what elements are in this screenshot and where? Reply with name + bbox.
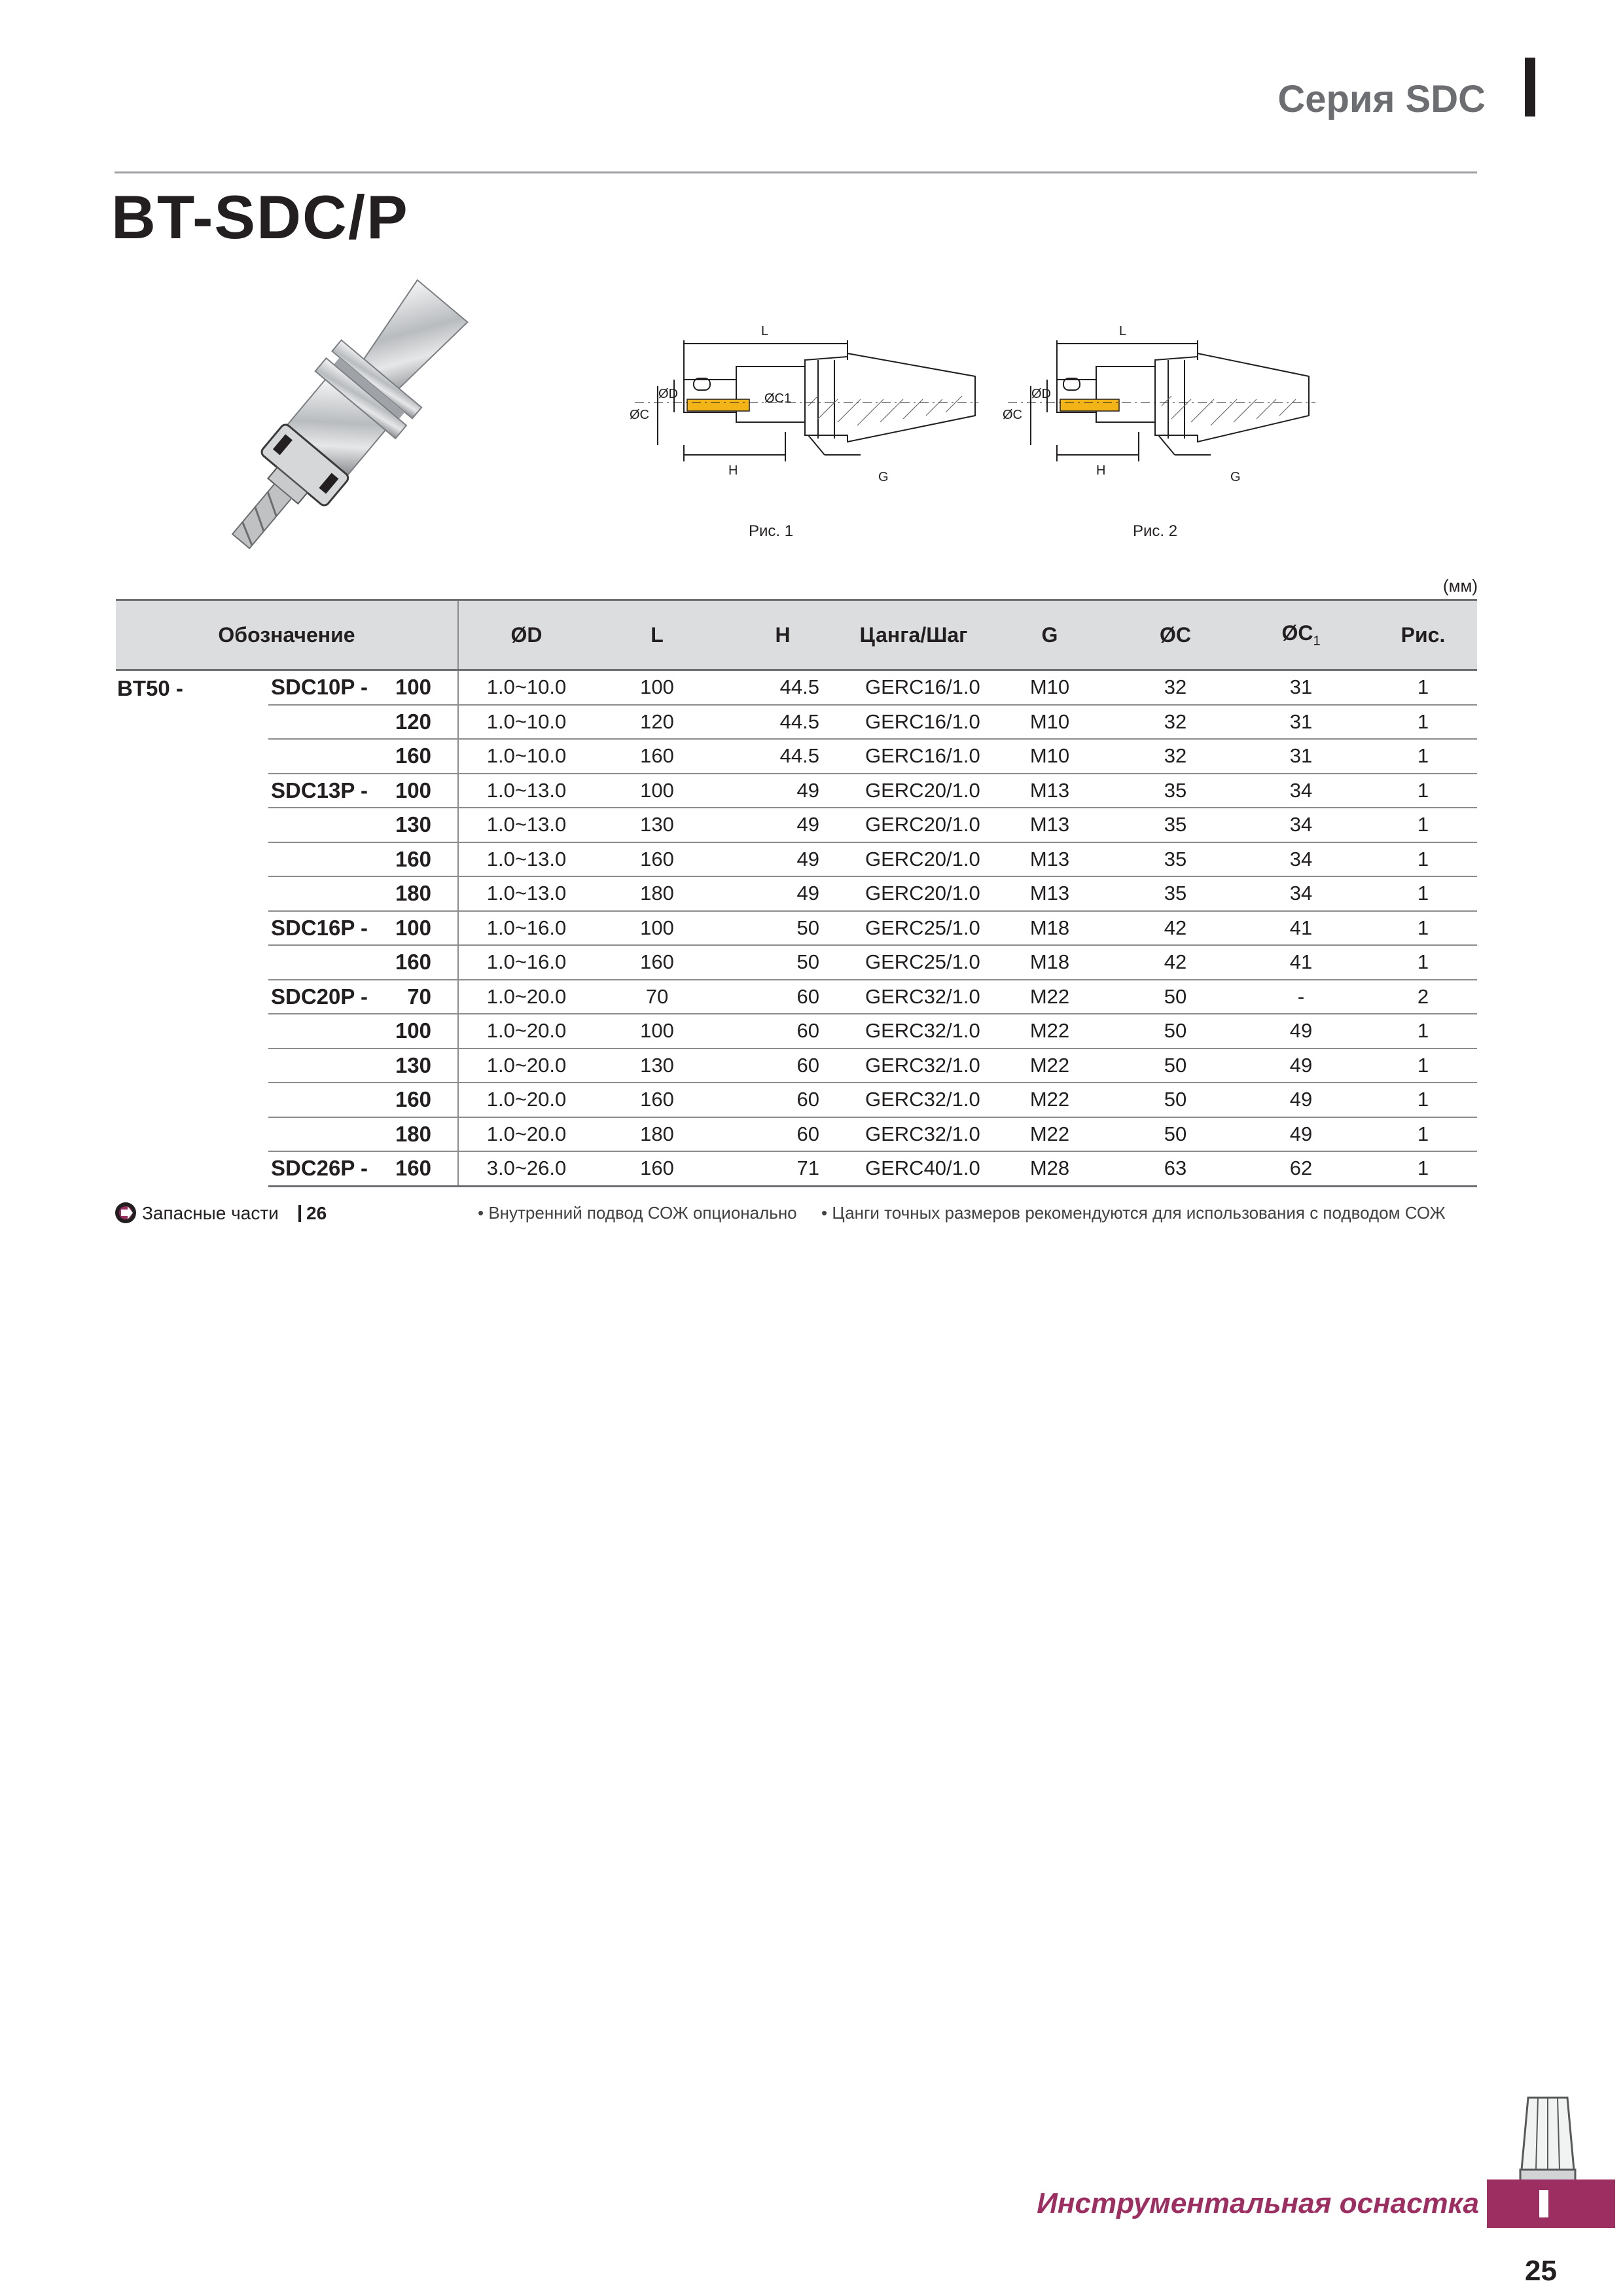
section-marker-bar	[1525, 58, 1535, 117]
figure-ref-cell: 1	[1369, 774, 1477, 808]
collet-cell: GERC32/1.0	[846, 1083, 982, 1117]
length-l-cell: 160	[594, 1083, 720, 1117]
length-cell: 160	[380, 1151, 458, 1186]
length-cell: 120	[380, 705, 458, 740]
dim-l-label: L	[761, 324, 769, 338]
table-row	[116, 670, 1477, 705]
model-cell: SDC16P -	[268, 911, 380, 946]
model-cell	[268, 1117, 380, 1152]
table-row	[116, 808, 1477, 842]
figure-ref-cell: 1	[1369, 739, 1477, 774]
collet-cell: GERC32/1.0	[846, 1049, 982, 1083]
note-collets: • Цанги точных размеров рекомендуются для использования с подводом СОЖ	[821, 1203, 1446, 1223]
table-row	[116, 1049, 1477, 1083]
length-l-cell: 160	[594, 842, 720, 877]
model-cell	[268, 739, 380, 774]
figure-ref-cell: 1	[1369, 1049, 1477, 1083]
collet-cell: GERC20/1.0	[846, 774, 982, 808]
collet-cell: GERC20/1.0	[846, 808, 982, 842]
header-g: G	[982, 600, 1118, 670]
figure-ref-cell: 1	[1369, 1014, 1477, 1049]
diameter-c-cell: 35	[1118, 808, 1233, 842]
diameter-c1-cell: 49	[1233, 1117, 1369, 1152]
diameter-c-cell: 32	[1118, 670, 1233, 705]
length-l-cell: 120	[594, 705, 720, 740]
collet-cell: GERC16/1.0	[846, 670, 982, 705]
collet-cell: GERC32/1.0	[846, 1014, 982, 1049]
length-l-cell: 180	[594, 876, 720, 911]
series-title: Серия SDC	[1277, 78, 1486, 120]
diameter-c1-cell: -	[1233, 980, 1369, 1014]
length-cell: 100	[380, 774, 458, 808]
height-h-cell: 44.5	[720, 670, 846, 705]
tool-holder-photo	[170, 262, 517, 576]
thread-g-cell: M18	[982, 911, 1118, 946]
thread-g-cell: M13	[982, 842, 1118, 877]
table-row	[116, 1117, 1477, 1152]
table-row	[116, 980, 1477, 1014]
figure-ref-cell: 2	[1369, 980, 1477, 1014]
model-cell	[268, 1049, 380, 1083]
height-h-cell: 50	[720, 945, 846, 980]
specification-table	[116, 599, 1477, 1187]
table-row	[116, 911, 1477, 946]
dim-l-label: L	[1119, 324, 1127, 338]
model-cell	[268, 842, 380, 877]
dim-oc1-label: ØC1	[764, 391, 792, 406]
diameter-c-cell: 50	[1118, 980, 1233, 1014]
figure-ref-cell: 1	[1369, 670, 1477, 705]
thread-g-cell: M13	[982, 808, 1118, 842]
model-cell: SDC10P -	[268, 670, 380, 705]
diameter-range-cell: 1.0~13.0	[458, 808, 594, 842]
diameter-range-cell: 1.0~20.0	[458, 1117, 594, 1152]
height-h-cell: 44.5	[720, 705, 846, 740]
technical-drawing-fig1	[622, 314, 988, 497]
collet-icon	[1508, 2091, 1587, 2189]
length-cell: 100	[380, 911, 458, 946]
model-cell	[268, 705, 380, 740]
model-cell: SDC20P -	[268, 980, 380, 1014]
header-c1-main: ØC	[1281, 620, 1313, 645]
dim-od-label: ØD	[658, 387, 678, 401]
diameter-c1-cell: 31	[1233, 670, 1369, 705]
model-cell	[268, 1014, 380, 1049]
collet-cell: GERC16/1.0	[846, 705, 982, 740]
dim-oc-label: ØC	[1003, 408, 1022, 422]
thread-g-cell: M13	[982, 876, 1118, 911]
thread-g-cell: M10	[982, 739, 1118, 774]
diameter-c-cell: 42	[1118, 911, 1233, 946]
diameter-c-cell: 35	[1118, 876, 1233, 911]
table-header-row	[116, 600, 1477, 670]
height-h-cell: 60	[720, 1117, 846, 1152]
diameter-c-cell: 35	[1118, 774, 1233, 808]
thread-g-cell: M22	[982, 1117, 1118, 1152]
table-row	[116, 739, 1477, 774]
diameter-c-cell: 35	[1118, 842, 1233, 877]
length-l-cell: 130	[594, 808, 720, 842]
diameter-c-cell: 63	[1118, 1151, 1233, 1186]
collet-cell: GERC20/1.0	[846, 876, 982, 911]
length-l-cell: 130	[594, 1049, 720, 1083]
header-d: ØD	[458, 600, 594, 670]
diameter-c1-cell: 31	[1233, 705, 1369, 740]
model-cell	[268, 945, 380, 980]
length-l-cell: 160	[594, 1151, 720, 1186]
figure-ref-cell: 1	[1369, 842, 1477, 877]
thread-g-cell: M10	[982, 705, 1118, 740]
diameter-range-cell: 1.0~16.0	[458, 911, 594, 946]
header-c1-sub: 1	[1313, 634, 1321, 649]
height-h-cell: 60	[720, 980, 846, 1014]
technical-drawing-fig2	[995, 314, 1322, 497]
header-c1	[1233, 600, 1369, 670]
model-cell	[268, 1083, 380, 1117]
length-l-cell: 180	[594, 1117, 720, 1152]
diameter-range-cell: 1.0~20.0	[458, 1083, 594, 1117]
collet-cell: GERC40/1.0	[846, 1151, 982, 1186]
length-cell: 160	[380, 842, 458, 877]
height-h-cell: 44.5	[720, 739, 846, 774]
diameter-c-cell: 50	[1118, 1049, 1233, 1083]
diameter-c1-cell: 49	[1233, 1083, 1369, 1117]
footer-section-caption: Инструментальная оснастка	[1037, 2187, 1479, 2219]
collet-cell: GERC20/1.0	[846, 842, 982, 877]
thread-g-cell: M22	[982, 1014, 1118, 1049]
figure-ref-cell: 1	[1369, 808, 1477, 842]
footer-section-tab	[1487, 2179, 1615, 2228]
diameter-c1-cell: 49	[1233, 1014, 1369, 1049]
collet-cell: GERC16/1.0	[846, 739, 982, 774]
dim-g-label: G	[878, 470, 889, 484]
height-h-cell: 49	[720, 774, 846, 808]
thread-g-cell: M18	[982, 945, 1118, 980]
diameter-range-cell: 1.0~10.0	[458, 705, 594, 740]
diameter-range-cell: 1.0~20.0	[458, 980, 594, 1014]
arrow-circle-icon	[115, 1202, 137, 1224]
model-cell	[268, 808, 380, 842]
series-cell: BT50 -	[117, 676, 183, 700]
length-cell: 100	[380, 1014, 458, 1049]
dim-g-label: G	[1230, 470, 1241, 484]
figure-ref-cell: 1	[1369, 1117, 1477, 1152]
diameter-c1-cell: 34	[1233, 842, 1369, 877]
length-l-cell: 70	[594, 980, 720, 1014]
table-row	[116, 1151, 1477, 1186]
thread-g-cell: M22	[982, 980, 1118, 1014]
diameter-c1-cell: 41	[1233, 911, 1369, 946]
unit-label: (мм)	[1442, 576, 1478, 596]
header-designation: Обозначение	[116, 600, 458, 670]
figure-2-caption: Рис. 2	[1132, 522, 1178, 540]
diameter-c1-cell: 34	[1233, 876, 1369, 911]
product-title: BT-SDC/P	[111, 183, 409, 251]
diameter-c1-cell: 34	[1233, 808, 1369, 842]
header-fig: Рис.	[1369, 600, 1477, 670]
diameter-range-cell: 1.0~10.0	[458, 739, 594, 774]
height-h-cell: 71	[720, 1151, 846, 1186]
diameter-range-cell: 1.0~13.0	[458, 876, 594, 911]
table-row	[116, 876, 1477, 911]
diameter-range-cell: 1.0~20.0	[458, 1049, 594, 1083]
figure-1-caption: Рис. 1	[748, 522, 794, 540]
length-cell: 130	[380, 1049, 458, 1083]
diameter-range-cell: 1.0~13.0	[458, 774, 594, 808]
header-l: L	[594, 600, 720, 670]
table-row	[116, 705, 1477, 740]
height-h-cell: 50	[720, 911, 846, 946]
header-h: H	[720, 600, 846, 670]
height-h-cell: 49	[720, 876, 846, 911]
diameter-c1-cell: 34	[1233, 774, 1369, 808]
length-l-cell: 160	[594, 739, 720, 774]
diameter-c1-cell: 31	[1233, 739, 1369, 774]
table-row	[116, 774, 1477, 808]
diameter-c-cell: 32	[1118, 739, 1233, 774]
diameter-range-cell: 1.0~16.0	[458, 945, 594, 980]
length-cell: 160	[380, 1083, 458, 1117]
diameter-c-cell: 42	[1118, 945, 1233, 980]
header-c: ØC	[1118, 600, 1233, 670]
length-cell: 130	[380, 808, 458, 842]
length-cell: 160	[380, 945, 458, 980]
note-coolant: • Внутренний подвод СОЖ опционально	[478, 1203, 797, 1223]
collet-cell: GERC25/1.0	[846, 911, 982, 946]
spare-parts-link[interactable]: Запасные части	[142, 1203, 279, 1223]
length-l-cell: 160	[594, 945, 720, 980]
header-collet: Цанга/Шаг	[846, 600, 982, 670]
figure-ref-cell: 1	[1369, 911, 1477, 946]
footer-section-tab-marker	[1539, 2190, 1548, 2217]
model-cell	[268, 876, 380, 911]
height-h-cell: 60	[720, 1049, 846, 1083]
spare-parts-page-ref[interactable]: 26	[306, 1203, 327, 1223]
length-l-cell: 100	[594, 670, 720, 705]
length-l-cell: 100	[594, 911, 720, 946]
diameter-c1-cell: 49	[1233, 1049, 1369, 1083]
collet-cell: GERC32/1.0	[846, 1117, 982, 1152]
diameter-range-cell: 1.0~13.0	[458, 842, 594, 877]
length-cell: 180	[380, 1117, 458, 1152]
collet-cell: GERC32/1.0	[846, 980, 982, 1014]
height-h-cell: 60	[720, 1083, 846, 1117]
diameter-range-cell: 1.0~10.0	[458, 670, 594, 705]
diameter-c-cell: 50	[1118, 1083, 1233, 1117]
table-row	[116, 1014, 1477, 1049]
length-cell: 70	[380, 980, 458, 1014]
collet-cell: GERC25/1.0	[846, 945, 982, 980]
dim-h-label: H	[1096, 463, 1106, 478]
table-body	[116, 670, 1477, 1187]
figure-ref-cell: 1	[1369, 1151, 1477, 1186]
header-divider	[115, 171, 1477, 173]
dim-od-label: ØD	[1031, 387, 1051, 401]
height-h-cell: 49	[720, 808, 846, 842]
table-row	[116, 1083, 1477, 1117]
table-row	[116, 842, 1477, 877]
diameter-c1-cell: 41	[1233, 945, 1369, 980]
length-cell: 160	[380, 739, 458, 774]
model-cell: SDC26P -	[268, 1151, 380, 1186]
thread-g-cell: M10	[982, 670, 1118, 705]
length-l-cell: 100	[594, 1014, 720, 1049]
dim-oc-label: ØC	[630, 408, 649, 422]
dim-h-label: H	[728, 463, 738, 478]
diameter-range-cell: 3.0~26.0	[458, 1151, 594, 1186]
thread-g-cell: M28	[982, 1151, 1118, 1186]
length-cell: 180	[380, 876, 458, 911]
diameter-c1-cell: 62	[1233, 1151, 1369, 1186]
length-cell: 100	[380, 670, 458, 705]
page-number: 25	[1525, 2255, 1557, 2287]
model-cell: SDC13P -	[268, 774, 380, 808]
thread-g-cell: M22	[982, 1049, 1118, 1083]
figure-ref-cell: 1	[1369, 876, 1477, 911]
figure-ref-cell: 1	[1369, 945, 1477, 980]
table-row	[116, 945, 1477, 980]
height-h-cell: 49	[720, 842, 846, 877]
thread-g-cell: M22	[982, 1083, 1118, 1117]
length-l-cell: 100	[594, 774, 720, 808]
height-h-cell: 60	[720, 1014, 846, 1049]
diameter-range-cell: 1.0~20.0	[458, 1014, 594, 1049]
figure-ref-cell: 1	[1369, 1083, 1477, 1117]
thread-g-cell: M13	[982, 774, 1118, 808]
diameter-c-cell: 50	[1118, 1117, 1233, 1152]
diameter-c-cell: 50	[1118, 1014, 1233, 1049]
diameter-c-cell: 32	[1118, 705, 1233, 740]
figure-ref-cell: 1	[1369, 705, 1477, 740]
